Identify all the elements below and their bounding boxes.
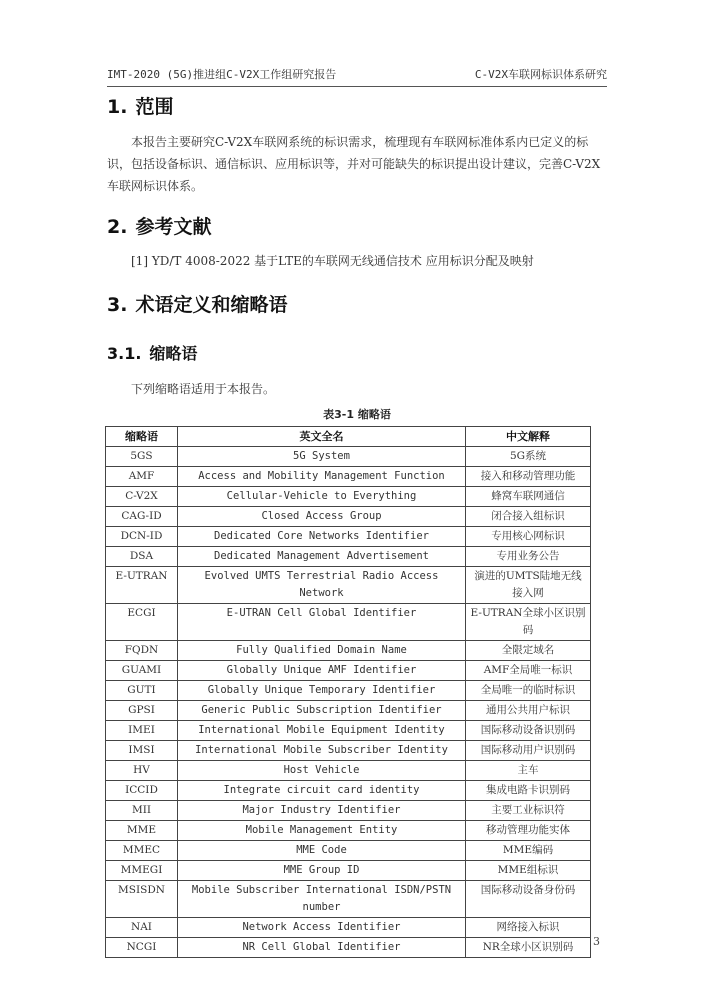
table-row [106,447,591,467]
cell-chinese-name: 专用核心网标识 [466,527,591,547]
cell-english-name: Network Access Identifier [178,918,466,938]
table-row [106,841,591,861]
cell-abbreviation: GPSI [106,701,178,721]
cell-chinese-name: 蜂窝车联网通信 [466,487,591,507]
cell-chinese-name: 全局唯一的临时标识 [466,681,591,701]
table-row [106,641,591,661]
cell-english-name: Cellular-Vehicle to Everything [178,487,466,507]
table-row [106,507,591,527]
cell-english-name: Major Industry Identifier [178,801,466,821]
table-row [106,701,591,721]
reference-1: [1] YD/T 4008-2022 基于LTE的车联网无线通信技术 应用标识分配及映射 [131,254,534,268]
cell-chinese-name: NR全球小区识别码 [466,938,591,958]
section-3-1-intro: 下列缩略语适用于本报告。 [131,382,276,396]
cell-abbreviation: DSA [106,547,178,567]
abbreviation-table [105,426,591,958]
table-row [106,861,591,881]
cell-english-name: 5G System [178,447,466,467]
table-row [106,567,591,604]
section-3-1-title: 缩略语 [149,344,198,363]
header-right-title: C-V2X车联网标识体系研究 [474,68,607,81]
cell-english-name: International Mobile Subscriber Identity [178,741,466,761]
table-header-row [106,427,591,447]
table-row [106,527,591,547]
section-3-1-number: 3.1. [107,344,142,363]
section-1-title: 范围 [135,96,174,118]
page-content [107,88,607,958]
cell-abbreviation: GUTI [106,681,178,701]
table-row [106,741,591,761]
cell-chinese-name: 闭合接入组标识 [466,507,591,527]
cell-english-name: Fully Qualified Domain Name [178,641,466,661]
cell-abbreviation: 5GS [106,447,178,467]
cell-chinese-name: 国际移动设备识别码 [466,721,591,741]
cell-english-name: Generic Public Subscription Identifier [178,701,466,721]
section-3-1-heading [107,341,607,364]
cell-abbreviation: AMF [106,467,178,487]
cell-abbreviation: ECGI [106,604,178,641]
table-row [106,661,591,681]
cell-chinese-name: 集成电路卡识别码 [466,781,591,801]
cell-chinese-name: 主要工业标识符 [466,801,591,821]
cell-chinese-name: 全限定域名 [466,641,591,661]
cell-abbreviation: NAI [106,918,178,938]
section-3-title: 术语定义和缩略语 [135,294,288,316]
cell-abbreviation: IMSI [106,741,178,761]
table-row [106,547,591,567]
cell-abbreviation: CAG-ID [106,507,178,527]
section-1-body: 本报告主要研究C-V2X车联网系统的标识需求，梳理现有车联网标准体系内已定义的标识，包括设备标识、通信标识、应用标识等，并对可能缺失的标识提出设计建议，完善C-V2X车联网标识体系。 [107,135,601,193]
cell-abbreviation: ICCID [106,781,178,801]
section-1-heading [107,92,607,119]
cell-chinese-name: 接入和移动管理功能 [466,467,591,487]
cell-chinese-name: 国际移动用户识别码 [466,741,591,761]
cell-chinese-name: E-UTRAN全球小区识别码 [466,604,591,641]
cell-abbreviation: NCGI [106,938,178,958]
cell-abbreviation: IMEI [106,721,178,741]
header-left-title: IMT-2020 (5G)推进组C-V2X工作组研究报告 [107,68,337,81]
cell-abbreviation: MMEC [106,841,178,861]
cell-english-name: Globally Unique AMF Identifier [178,661,466,681]
table-row [106,801,591,821]
table-row [106,761,591,781]
cell-abbreviation: MSISDN [106,881,178,918]
cell-english-name: Integrate circuit card identity [178,781,466,801]
cell-chinese-name: 演进的UMTS陆地无线接入网 [466,567,591,604]
cell-abbreviation: E-UTRAN [106,567,178,604]
cell-chinese-name: 网络接入标识 [466,918,591,938]
cell-english-name: MME Group ID [178,861,466,881]
cell-abbreviation: MII [106,801,178,821]
cell-abbreviation: C-V2X [106,487,178,507]
table-row [106,881,591,918]
section-3-heading [107,290,607,317]
cell-abbreviation: MME [106,821,178,841]
table-row [106,821,591,841]
cell-english-name: Evolved UMTS Terrestrial Radio Access Network [178,567,466,604]
cell-english-name: Dedicated Management Advertisement [178,547,466,567]
page-header [107,66,607,87]
table-row [106,781,591,801]
cell-english-name: Access and Mobility Management Function [178,467,466,487]
cell-chinese-name: AMF全局唯一标识 [466,661,591,681]
cell-chinese-name: 专用业务公告 [466,547,591,567]
header-english-name: 英文全名 [178,427,466,447]
cell-english-name: E-UTRAN Cell Global Identifier [178,604,466,641]
page-number: 3 [593,935,600,948]
cell-english-name: MME Code [178,841,466,861]
section-3-number: 3. [107,294,128,316]
table-row [106,487,591,507]
cell-abbreviation: GUAMI [106,661,178,681]
table-row [106,681,591,701]
table-row [106,604,591,641]
section-1-number: 1. [107,96,128,118]
cell-english-name: Dedicated Core Networks Identifier [178,527,466,547]
table-row [106,467,591,487]
cell-chinese-name: 5G系统 [466,447,591,467]
cell-abbreviation: FQDN [106,641,178,661]
cell-english-name: Mobile Management Entity [178,821,466,841]
section-2-number: 2. [107,216,128,238]
cell-english-name: Closed Access Group [178,507,466,527]
cell-chinese-name: 主车 [466,761,591,781]
cell-chinese-name: MME编码 [466,841,591,861]
header-chinese-name: 中文解释 [466,427,591,447]
table-body [106,447,591,958]
cell-chinese-name: 国际移动设备身份码 [466,881,591,918]
cell-english-name: NR Cell Global Identifier [178,938,466,958]
cell-chinese-name: 移动管理功能实体 [466,821,591,841]
cell-english-name: Mobile Subscriber International ISDN/PSTN number [178,881,466,918]
section-2-title: 参考文献 [135,216,212,238]
cell-chinese-name: 通用公共用户标识 [466,701,591,721]
table-row [106,721,591,741]
cell-abbreviation: MMEGI [106,861,178,881]
cell-abbreviation: DCN-ID [106,527,178,547]
cell-abbreviation: HV [106,761,178,781]
section-2-heading [107,212,607,239]
header-abbreviation: 缩略语 [106,427,178,447]
cell-english-name: International Mobile Equipment Identity [178,721,466,741]
table-caption: 表3-1 缩略语 [323,408,391,421]
cell-english-name: Globally Unique Temporary Identifier [178,681,466,701]
cell-english-name: Host Vehicle [178,761,466,781]
cell-chinese-name: MME组标识 [466,861,591,881]
